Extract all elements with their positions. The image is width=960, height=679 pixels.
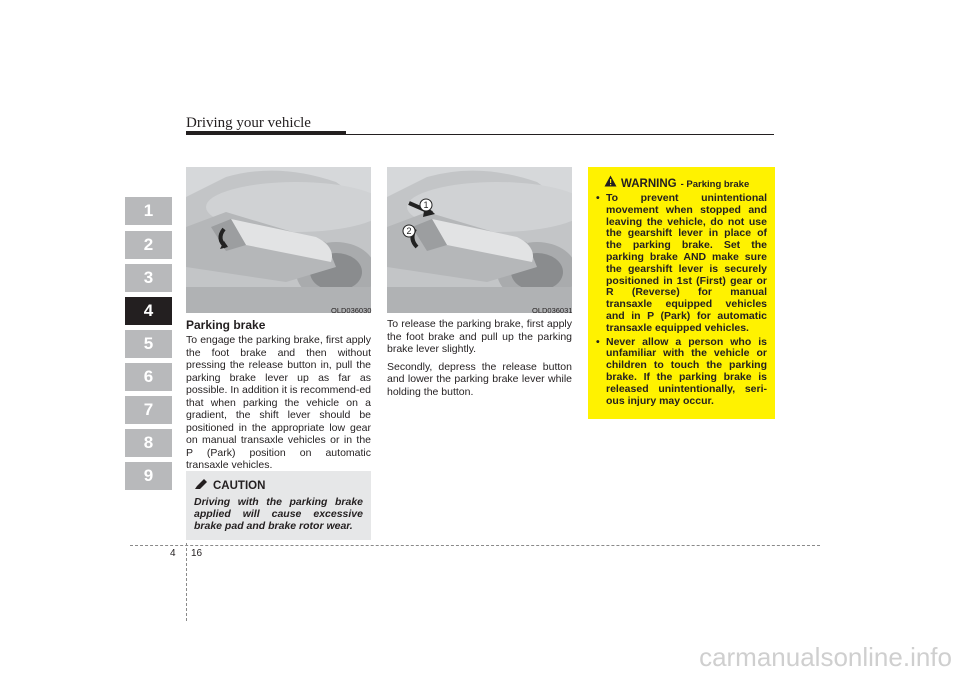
warning-box [588,167,775,419]
caution-box [186,471,371,540]
footer-divider [186,543,187,621]
chapter-tab-9[interactable]: 9 [125,462,172,490]
section-heading-parking-brake: Parking brake [186,318,266,332]
release-paragraph-2: Secondly, depress the release button and lower the parking brake lever while holding the button. [387,360,572,398]
photo-marker-2: 2 [406,226,412,236]
photo-marker-1: 1 [423,200,429,210]
warning-item: • Never allow a person who is unfamiliar with the vehicle or children to touch the parking brake. If the parking brake is released unintentionally, seri-ous injury may occur. [596,337,767,408]
photo-code-left: OLD036030 [331,306,372,315]
warning-triangle-icon [604,174,617,192]
chapter-tab-2[interactable]: 2 [125,231,172,259]
warning-list [596,193,767,407]
pencil-icon [194,478,208,493]
footer-chapter-number: 4 [170,548,176,559]
caution-text: Driving with the parking brake applied will cause excessive brake pad and brake rotor wear. [194,496,363,532]
caution-title: CAUTION [213,479,266,492]
caution-header [194,478,363,493]
chapter-tab-6[interactable]: 6 [125,363,172,391]
chapter-tab-8[interactable]: 8 [125,429,172,457]
warning-item: • To prevent unintentional movement when stopped and leaving the vehicle, do not use the gearshift lever in place of the parking brake. Set the parking brake AND make sure the gearshift lever is securely positioned in 1st (First) gear or R (Reverse) for manual transaxle equipped vehicles and in P (Park) for automatic transaxle equipped vehicles. [596,193,767,335]
warning-title: WARNING [621,178,677,190]
warning-subtitle: - Parking brake [680,179,750,190]
chapter-tab-4[interactable]: 4 [125,297,172,325]
chapter-tab-1[interactable]: 1 [125,197,172,225]
warning-header [596,174,767,192]
parking-brake-paragraph: To engage the parking brake, first apply the foot brake and then without pressing the release button in, pull the parking brake lever up as far as possible. In addition it is recommend-ed that when parking the vehicle on a gradient, the shift lever should be positioned in the appropriate low gear on manual transaxle vehicles or in the P (Park) position on automatic transaxle vehicles. [186,334,372,471]
footer-rule [130,545,820,546]
chapter-tab-5[interactable]: 5 [125,330,172,358]
header-rule [346,134,774,135]
watermark: carmanualsonline.info [699,642,952,672]
running-header: Driving your vehicle [186,115,311,131]
chapter-tab-7[interactable]: 7 [125,396,172,424]
chapter-tab-3[interactable]: 3 [125,264,172,292]
parking-brake-photo-release [387,167,572,313]
release-instructions [387,318,572,398]
parking-brake-body [186,334,371,472]
parking-brake-photo-engage [186,167,371,313]
header-bar [186,131,346,135]
release-paragraph-1: To release the parking brake, first apply the foot brake and pull up the parking brake lever slightly. [387,318,572,355]
photo-code-right: OLD036031 [532,306,573,315]
footer-page-number: 16 [191,548,203,559]
